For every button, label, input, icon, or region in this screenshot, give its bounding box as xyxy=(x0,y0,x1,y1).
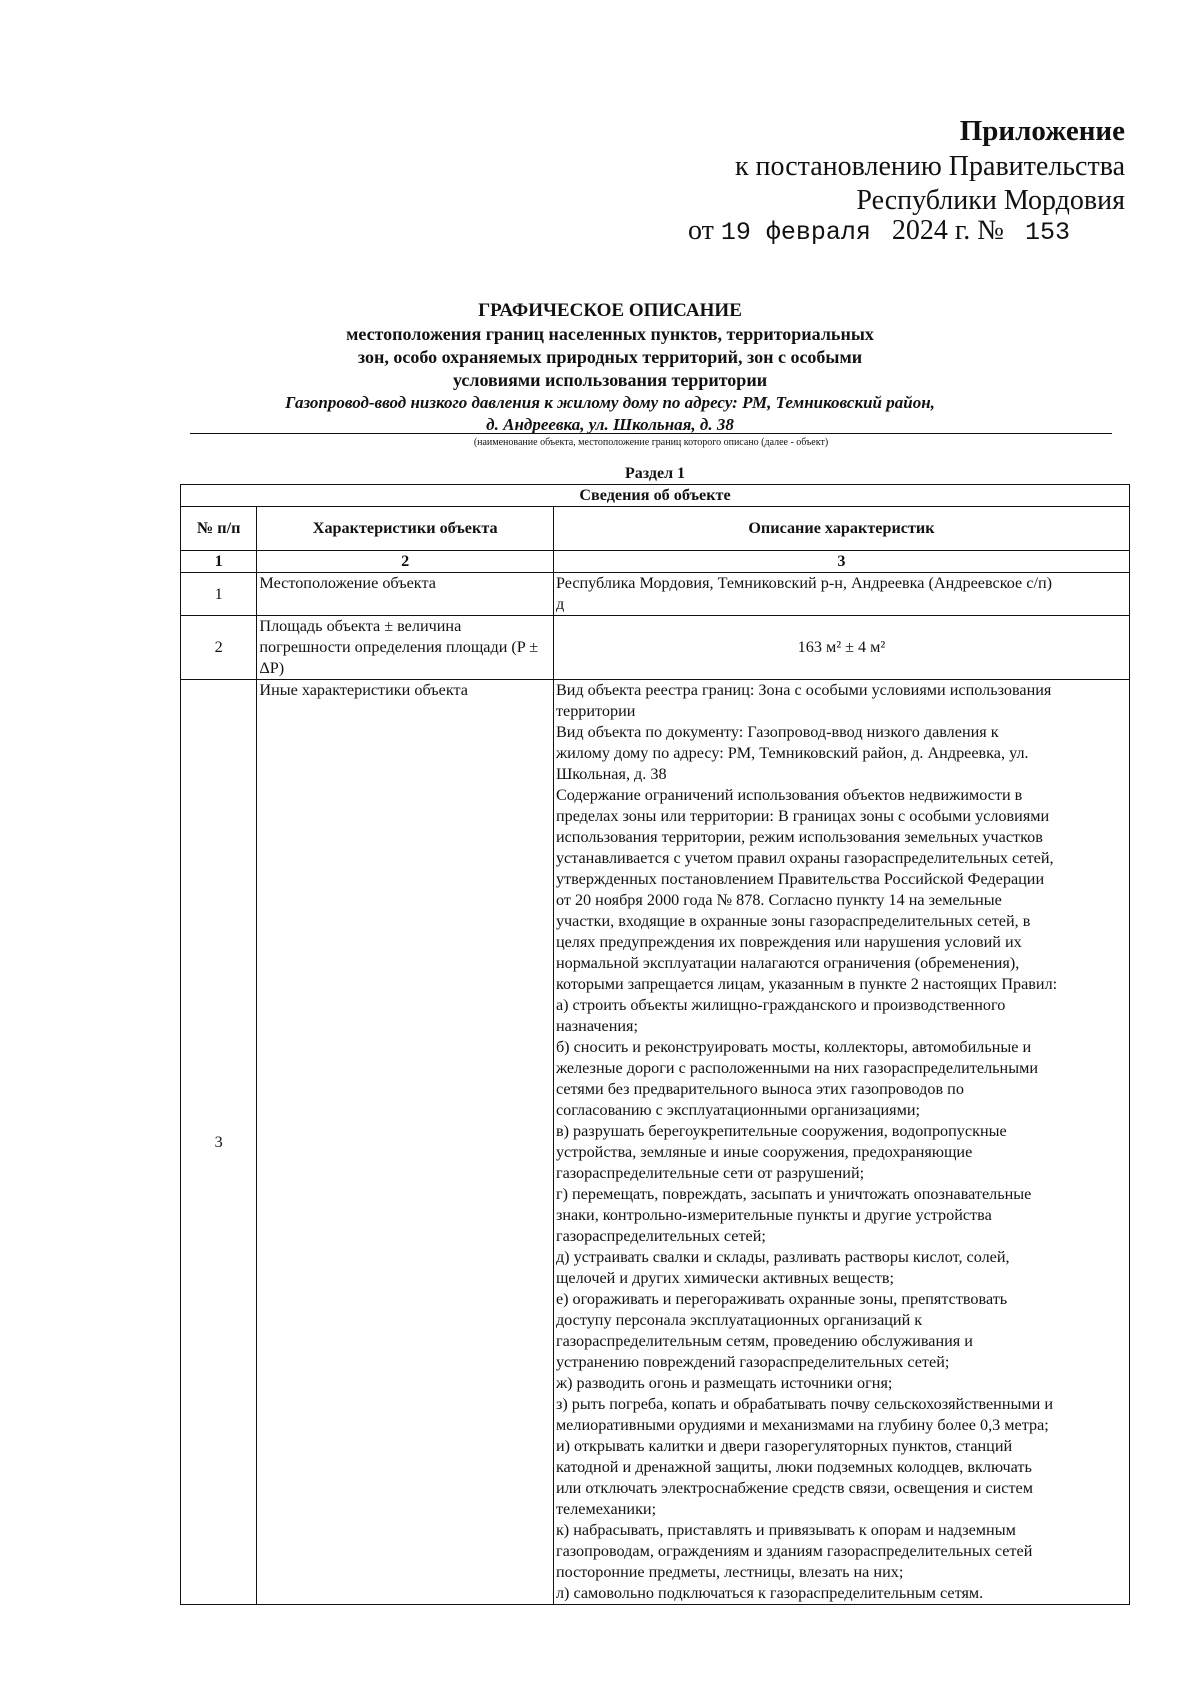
column-number: 1 xyxy=(181,551,257,573)
description-line: устанавливается с учетом правил охраны газораспределительных сетей, xyxy=(555,849,1054,867)
description-line: 163 м² ± 4 м² xyxy=(797,638,886,656)
description-line: газопроводам, ограждениям и зданиям газораспределительных сетей xyxy=(555,1542,1033,1560)
description-line: от 20 ноября 2000 года № 878. Согласно пункту 14 на земельные xyxy=(555,891,1002,909)
subtitle-line: условиями использования территории xyxy=(452,370,768,390)
section-title: Раздел 1 xyxy=(624,465,686,482)
description-line: б) сносить и реконструировать мосты, коллекторы, автомобильные и xyxy=(555,1038,1032,1056)
description-line: железные дороги с расположенными на них газораспределительными xyxy=(555,1059,1038,1077)
description-line: Школьная, д. 38 xyxy=(555,765,667,783)
description-line: жилому дому по адресу: РМ, Темниковский район, д. Андреевка, ул. xyxy=(555,744,1029,762)
row-description xyxy=(553,573,1129,616)
resolution-number: 153 xyxy=(1024,218,1070,247)
description-line: Вид объекта реестра границ: Зона с особыми условиями использования xyxy=(555,681,1052,699)
description-line: газораспределительные сети от разрушений; xyxy=(555,1164,865,1182)
row-characteristic: Площадь объекта ± величина погрешности определения площади (P ± ΔP) xyxy=(257,616,554,680)
row-characteristic: Иные характеристики объекта xyxy=(257,680,554,1605)
description-line: сетями без предварительного выноса этих газопроводов по xyxy=(555,1080,964,1098)
header-characteristic: Характеристики объекта xyxy=(257,507,554,551)
date-prefix: от xyxy=(688,215,714,246)
column-number: 2 xyxy=(257,551,554,573)
description-line: нормальной эксплуатации налагаются ограничения (обременения), xyxy=(555,954,1020,972)
header-number: № п/п xyxy=(181,507,257,551)
table-body xyxy=(181,573,1130,1605)
column-number: 3 xyxy=(553,551,1129,573)
subtitle-line: местоположения границ населенных пунктов, территориальных xyxy=(346,324,874,344)
description-line: телемеханики; xyxy=(555,1500,657,1518)
appendix-title: Приложение xyxy=(959,115,1125,147)
description-line: л) самовольно подключаться к газораспределительным сетям. xyxy=(555,1584,984,1602)
description-line: г) перемещать, повреждать, засыпать и уничтожать опознавательные xyxy=(555,1185,1032,1203)
description-line: з) рыть погреба, копать и обрабатывать почву сельскохозяйственными и xyxy=(555,1395,1054,1413)
row-description xyxy=(553,616,1129,680)
description-line: к) набрасывать, приставлять и привязывать к опорам и надземным xyxy=(555,1521,1016,1539)
row-characteristic: Местоположение объекта xyxy=(257,573,554,616)
object-name-line: д. Андреевка, ул. Школьная, д. 38 xyxy=(486,415,734,434)
date-day: 19 февраля xyxy=(720,218,871,247)
description-line: знаки, контрольно-измерительные пункты и другие устройства xyxy=(555,1206,992,1224)
description-line: утвержденных постановлением Правительства Российской Федерации xyxy=(555,870,1045,888)
description-line: щелочей и других химически активных веществ; xyxy=(555,1269,894,1287)
subtitle-line: зон, особо охраняемых природных территорий, зон с особыми xyxy=(357,347,863,367)
description-line: посторонние предметы, лестницы, влезать на них; xyxy=(555,1563,904,1581)
description-line: территории xyxy=(555,702,636,720)
description-line: газораспределительным сетям, проведению обслуживания и xyxy=(555,1332,973,1350)
appendix-line-2: Республики Мордовия xyxy=(856,185,1125,216)
description-line: участки, входящие в охранные зоны газораспределительных сетей, в xyxy=(555,912,1031,930)
description-line: целях предупреждения их повреждения или нарушения условий их xyxy=(555,933,1022,951)
description-line: устранению повреждений газораспределительных сетей; xyxy=(555,1353,950,1371)
object-name-underline xyxy=(190,433,1112,434)
row-number: 1 xyxy=(181,573,257,616)
header-description: Описание характеристик xyxy=(553,507,1129,551)
description-line: Вид объекта по документу: Газопровод-ввод низкого давления к xyxy=(555,723,999,741)
row-number: 2 xyxy=(181,616,257,680)
description-line: и) открывать калитки и двери газорегуляторных пунктов, станций xyxy=(555,1437,1013,1455)
description-line: ж) разводить огонь и размещать источники огня; xyxy=(555,1374,893,1392)
description-line: пределах зоны или территории: В границах зоны с особыми условиями xyxy=(555,807,1050,825)
description-line: которыми запрещается лицам, указанным в пункте 2 настоящих Правил: xyxy=(555,975,1058,993)
description-line: д xyxy=(555,595,565,613)
resolution-date-line xyxy=(688,215,1070,247)
table-row xyxy=(181,616,1130,680)
table-title: Сведения об объекте xyxy=(181,485,1130,507)
description-line: назначения; xyxy=(555,1017,638,1035)
description-line: мелиоративными орудиями и механизмами на глубину более 0,3 метра; xyxy=(555,1416,1049,1434)
description-line: согласованию с эксплуатационными организациями; xyxy=(555,1101,920,1119)
object-info-table xyxy=(180,484,1130,1605)
appendix-line-1: к постановлению Правительства xyxy=(734,151,1125,182)
document-title: ГРАФИЧЕСКОЕ ОПИСАНИЕ xyxy=(478,300,742,321)
description-line: Содержание ограничений использования объектов недвижимости в xyxy=(555,786,1023,804)
table-row xyxy=(181,573,1130,616)
object-name-caption: (наименование объекта, местоположение границ которого описано (далее - объект) xyxy=(473,437,829,448)
description-line: а) строить объекты жилищно-гражданского и производственного xyxy=(555,996,1006,1014)
description-line: катодной и дренажной защиты, люки подземных колодцев, включать xyxy=(555,1458,1032,1476)
description-line: в) разрушать берегоукрепительные сооружения, водопропускные xyxy=(555,1122,1007,1140)
document-heading xyxy=(175,298,1045,436)
description-line: или отключать электроснабжение средств связи, освещения и систем xyxy=(555,1479,1033,1497)
date-year: 2024 г. № xyxy=(891,215,1004,246)
object-name-line: Газопровод-ввод низкого давления к жилому дому по адресу: РМ, Темниковский район, xyxy=(285,393,935,412)
appendix-block xyxy=(525,112,1125,218)
description-line: использования территории, режим использования земельных участков xyxy=(555,828,1043,846)
row-description xyxy=(553,680,1129,1605)
description-line: устройства, земляные и иные сооружения, предохраняющие xyxy=(555,1143,973,1161)
description-line: доступу персонала эксплуатационных организаций к xyxy=(555,1311,923,1329)
row-number: 3 xyxy=(181,680,257,1605)
description-line: газораспределительных сетей; xyxy=(555,1227,766,1245)
description-line: д) устраивать свалки и склады, разливать растворы кислот, солей, xyxy=(555,1248,1010,1266)
description-line: Республика Мордовия, Темниковский р-н, Андреевка (Андреевское с/п) xyxy=(555,574,1053,592)
description-line: е) огораживать и перегораживать охранные зоны, препятствовать xyxy=(555,1290,1008,1308)
table-row xyxy=(181,680,1130,1605)
